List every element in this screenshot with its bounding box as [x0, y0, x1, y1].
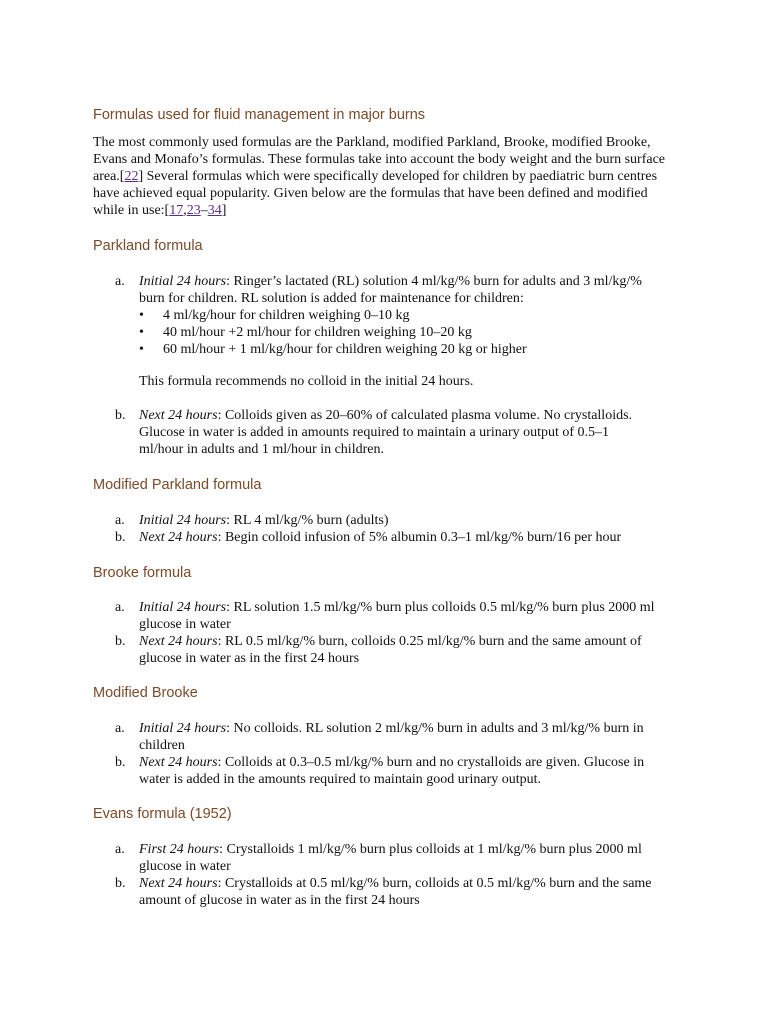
- list-item: [115, 720, 660, 754]
- evans-list: [115, 841, 680, 909]
- reference-link-34[interactable]: 34: [207, 203, 222, 218]
- list-marker: a.: [115, 842, 125, 857]
- intro-text-2: ] Several formulas which were specifically developed for children by paediatric burn centres have achieved equal popularity. Given below are the formulas that have been defined and modified while in use:[: [93, 169, 658, 218]
- item-label: First 24 hours: [139, 842, 220, 857]
- list-marker: b.: [115, 876, 126, 891]
- item-label: Next 24 hours: [139, 408, 218, 423]
- parkland-list-a: [115, 273, 655, 358]
- bullet-item: • 60 ml/hour + 1 ml/kg/hour for children weighing 20 kg or higher: [139, 341, 655, 358]
- heading-modified-brooke: Modified Brooke: [93, 685, 198, 701]
- list-item: [115, 529, 715, 546]
- list-item: [115, 599, 660, 633]
- maintenance-bullet-list: [139, 307, 655, 358]
- item-label: Initial 24 hours: [139, 513, 227, 528]
- list-marker: b.: [115, 408, 126, 423]
- item-label: Next 24 hours: [139, 876, 218, 891]
- list-item: [115, 875, 680, 909]
- item-text: : Colloids at 0.3–0.5 ml/kg/% burn and no crystalloids are given. Glucose in water is added in the amounts required to maintain good urinary output.: [139, 755, 645, 787]
- reference-separator-comma: ,: [183, 203, 187, 218]
- item-text: : Ringer’s lactated (RL) solution 4 ml/kg/% burn for adults and 3 ml/kg/% burn for children. RL solution is added for maintenance for children:: [139, 274, 642, 306]
- list-marker: b.: [115, 530, 126, 545]
- heading-fluid-management: Formulas used for fluid management in major burns: [93, 107, 426, 123]
- item-text: : RL 4 ml/kg/% burn (adults): [226, 513, 389, 528]
- brooke-list: [115, 599, 660, 667]
- reference-link-17[interactable]: 17: [169, 203, 184, 218]
- list-item: [115, 841, 680, 875]
- list-marker: b.: [115, 755, 126, 770]
- parkland-note: This formula recommends no colloid in the initial 24 hours.: [139, 374, 474, 389]
- item-label: Initial 24 hours: [139, 274, 227, 289]
- parkland-list-b: [115, 407, 655, 458]
- item-text: : Begin colloid infusion of 5% albumin 0.3–1 ml/kg/% burn/16 per hour: [217, 530, 622, 545]
- list-marker: a.: [115, 274, 125, 289]
- item-label: Next 24 hours: [139, 634, 218, 649]
- item-label: Next 24 hours: [139, 755, 218, 770]
- bullet-item: • 40 ml/hour +2 ml/hour for children weighing 10–20 kg: [139, 324, 655, 341]
- item-text: : Crystalloids 1 ml/kg/% burn plus colloids at 1 ml/kg/% burn plus 2000 ml glucose in water: [139, 842, 642, 874]
- heading-brooke-formula: Brooke formula: [93, 565, 192, 581]
- list-item: [115, 407, 655, 458]
- intro-text-1: The most commonly used formulas are the Parkland, modified Parkland, Brooke, modified Brooke, Evans and Monafo’s formulas. These formulas take into account the body weight and the burn surface area.[: [93, 135, 666, 184]
- list-marker: b.: [115, 634, 126, 649]
- reference-link-22[interactable]: 22: [124, 169, 139, 184]
- list-item: [115, 754, 660, 788]
- item-text: : Crystalloids at 0.5 ml/kg/% burn, colloids at 0.5 ml/kg/% burn and the same amount of glucose in water as in the first 24 hours: [139, 876, 652, 908]
- list-item: [115, 512, 715, 529]
- list-marker: a.: [115, 513, 125, 528]
- item-label: Initial 24 hours: [139, 600, 227, 615]
- list-marker: a.: [115, 600, 125, 615]
- heading-parkland-formula: Parkland formula: [93, 238, 203, 254]
- item-text: : RL solution 1.5 ml/kg/% burn plus colloids 0.5 ml/kg/% burn plus 2000 ml glucose in water: [139, 600, 655, 632]
- list-item: [115, 273, 655, 358]
- heading-modified-parkland: Modified Parkland formula: [93, 477, 262, 493]
- item-label: Initial 24 hours: [139, 721, 227, 736]
- modified-brooke-list: [115, 720, 660, 788]
- item-text: : Colloids given as 20–60% of calculated plasma volume. No crystalloids. Glucose in water is added in amounts required to maintain a urinary output of 0.5–1 ml/hour in adults and 1 ml/hour in children.: [139, 408, 633, 457]
- reference-link-23[interactable]: 23: [186, 203, 201, 218]
- reference-separator-dash: –: [200, 203, 208, 218]
- item-label: Next 24 hours: [139, 530, 218, 545]
- bullet-item: • 4 ml/kg/hour for children weighing 0–10 kg: [139, 307, 655, 324]
- item-text: : No colloids. RL solution 2 ml/kg/% burn in adults and 3 ml/kg/% burn in children: [139, 721, 644, 753]
- intro-paragraph: [93, 134, 668, 219]
- modified-parkland-list: [115, 512, 715, 546]
- heading-evans-formula: Evans formula (1952): [93, 806, 232, 822]
- item-text: : RL 0.5 ml/kg/% burn, colloids 0.25 ml/kg/% burn and the same amount of glucose in water as in the first 24 hours: [139, 634, 642, 666]
- intro-text-3: ]: [221, 203, 227, 218]
- list-item: [115, 633, 660, 667]
- list-marker: a.: [115, 721, 125, 736]
